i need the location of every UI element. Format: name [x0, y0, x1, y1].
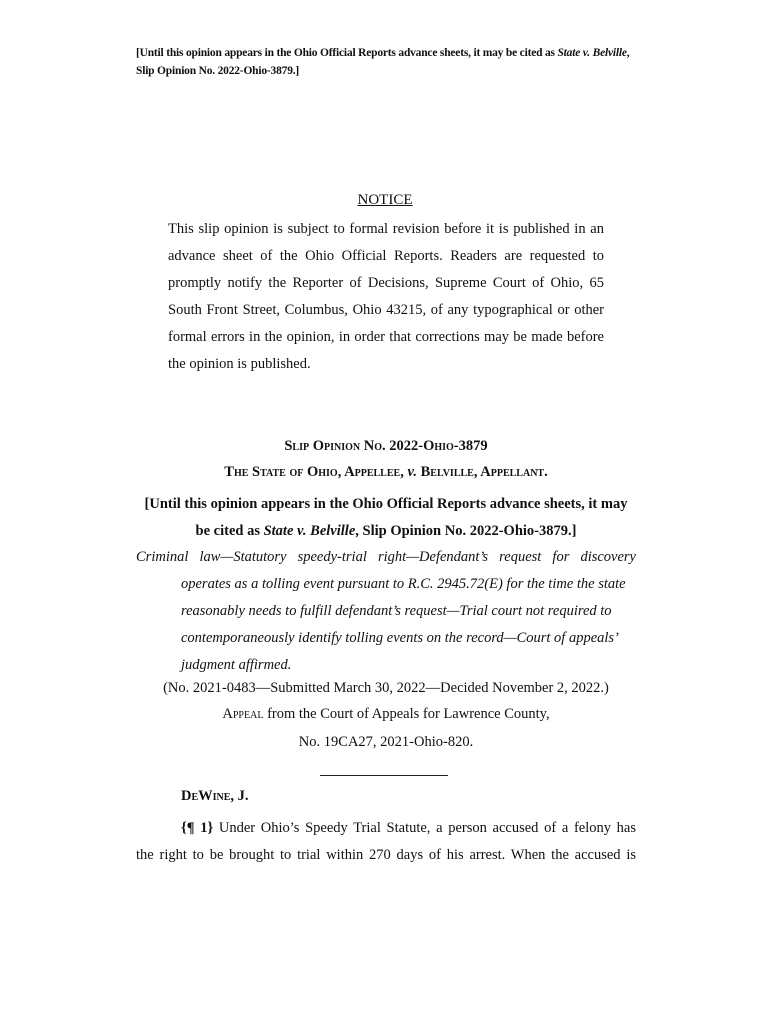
section-divider [320, 775, 448, 776]
citation-header-prefix: [Until this opinion appears in the Ohio Official Reports advance sheets, it may be cited as [136, 47, 558, 59]
parties-appellant: Belville, Appellant. [416, 464, 548, 480]
citation-header [136, 44, 636, 80]
citation-note [136, 491, 636, 545]
appeal-court: from the Court of Appeals for Lawrence County, [263, 706, 550, 722]
parties-appellee: The State of Ohio, Appellee, [224, 464, 408, 480]
case-parties [136, 464, 636, 481]
syllabus-first-line: Criminal law—Statutory speedy-trial right—Defendant’s request for discovery [136, 549, 636, 565]
syllabus [136, 544, 636, 679]
paragraph-line1-text: Under Ohio’s Speedy Trial Statute, a person accused of a felony has [213, 820, 636, 836]
citation-header-suffix: , Slip Opinion No. 2022-Ohio-3879.] [136, 47, 630, 77]
paragraph-first-line [136, 815, 636, 842]
paragraph-number: {¶ 1} [181, 820, 214, 836]
slip-opinion-number: Slip Opinion No. 2022-Ohio-3879 [284, 438, 488, 454]
appeal-word: Appeal [222, 706, 264, 722]
citation-note-suffix: , Slip Opinion No. 2022-Ohio-3879.] [355, 523, 577, 539]
citation-note-case-name: State v. Belville [263, 523, 356, 539]
citation-header-case-name: State v. Belville [557, 47, 627, 59]
appeal-line [136, 706, 636, 723]
notice-title: NOTICE [357, 192, 413, 208]
opinion-author: DeWine, J. [181, 788, 249, 804]
docket-line: (No. 2021-0483—Submitted March 30, 2022—Decided November 2, 2022.) [163, 680, 609, 696]
syllabus-continuation: operates as a tolling event pursuant to R.C. 2945.72(E) for the time the state reasonably needs to fulfill defendant’s request—Trial court not required to contemporaneously identify tolling events on the record—Court of appeals’ judgment affirmed. [181, 576, 626, 673]
notice-body: This slip opinion is subject to formal revision before it is published in an advance sheet of the Ohio Official Reports. Readers are requested to promptly notify the Reporter of Decisions, Supreme Court of Ohio, 65 South Front Street, Columbus, Ohio 43215, of any typographical or other formal errors in the opinion, in order that corrections may be made before the opinion is published. [168, 221, 604, 372]
opinion-paragraph [136, 815, 636, 869]
paragraph-second-line: the right to be brought to trial within 270 days of his arrest. When the accused is [136, 847, 636, 863]
appeal-case-number: No. 19CA27, 2021-Ohio-820. [298, 734, 474, 750]
parties-versus: v. [407, 464, 417, 480]
citation-note-prefix: [Until this opinion appears in the Ohio Official Reports advance sheets, it may be cited as [144, 496, 628, 539]
